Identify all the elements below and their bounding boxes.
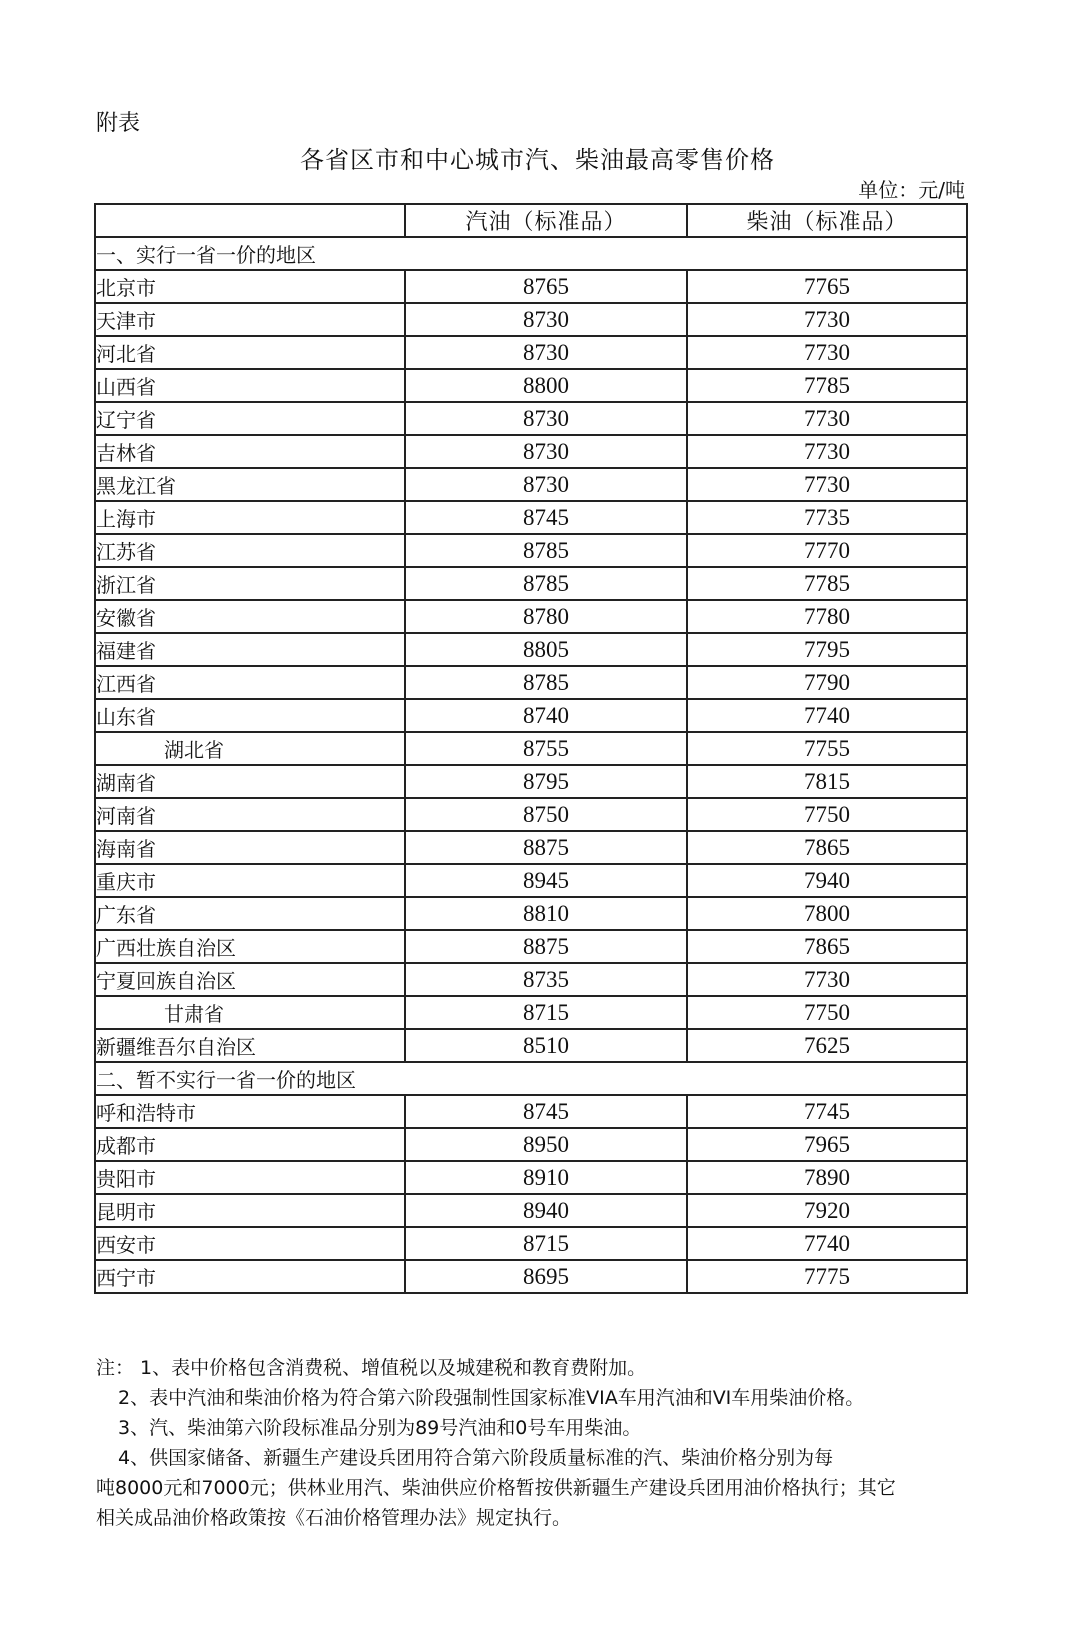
appendix-label: 附表: [96, 111, 141, 136]
gasoline-price-cell: 8945: [405, 864, 687, 897]
table-row: [95, 501, 967, 534]
table-row: [95, 1194, 967, 1227]
section-row: [95, 237, 967, 270]
region-name-cell: 西安市: [95, 1227, 405, 1260]
table-row: [95, 864, 967, 897]
diesel-price-cell: 7780: [687, 600, 967, 633]
gasoline-price-cell: 8910: [405, 1161, 687, 1194]
diesel-price-cell: 7625: [687, 1029, 967, 1062]
table-row: [95, 1161, 967, 1194]
diesel-price-cell: 7770: [687, 534, 967, 567]
table-row: [95, 963, 967, 996]
region-name-cell: 山东省: [95, 699, 405, 732]
table-row: [95, 699, 967, 732]
page-title: 各省区市和中心城市汽、柴油最高零售价格: [300, 146, 775, 174]
region-name-cell: 宁夏回族自治区: [95, 963, 405, 996]
table-row: [95, 303, 967, 336]
region-name-cell: 呼和浩特市: [95, 1095, 405, 1128]
diesel-price-cell: 7785: [687, 567, 967, 600]
table-row: [95, 336, 967, 369]
note-line: 4、供国家储备、新疆生产建设兵团用符合第六阶段质量标准的汽、柴油价格分别为每: [118, 1447, 834, 1469]
region-name-cell: 山西省: [95, 369, 405, 402]
region-name-cell: 海南省: [95, 831, 405, 864]
gasoline-price-cell: 8740: [405, 699, 687, 732]
table-row: [95, 468, 967, 501]
gasoline-price-cell: 8730: [405, 303, 687, 336]
gasoline-price-cell: 8805: [405, 633, 687, 666]
region-name-cell: 重庆市: [95, 864, 405, 897]
region-name-cell: 湖北省: [95, 732, 405, 765]
gasoline-price-cell: 8780: [405, 600, 687, 633]
table-row: [95, 270, 967, 303]
diesel-price-cell: 7740: [687, 1227, 967, 1260]
gasoline-price-cell: 8950: [405, 1128, 687, 1161]
gasoline-price-cell: 8765: [405, 270, 687, 303]
region-name-cell: 北京市: [95, 270, 405, 303]
table-row: [95, 1095, 967, 1128]
table-row: [95, 402, 967, 435]
diesel-price-cell: 7730: [687, 336, 967, 369]
region-name-cell: 甘肃省: [95, 996, 405, 1029]
diesel-price-cell: 7890: [687, 1161, 967, 1194]
diesel-price-cell: 7765: [687, 270, 967, 303]
diesel-price-cell: 7775: [687, 1260, 967, 1293]
note-line: 相关成品油价格政策按《石油价格管理办法》规定执行。: [96, 1507, 572, 1529]
diesel-price-cell: 7940: [687, 864, 967, 897]
table-row: [95, 633, 967, 666]
gasoline-price-cell: 8715: [405, 1227, 687, 1260]
table-row: [95, 567, 967, 600]
table-row: [95, 1029, 967, 1062]
gasoline-price-cell: 8715: [405, 996, 687, 1029]
region-name-cell: 湖南省: [95, 765, 405, 798]
table-row: [95, 798, 967, 831]
diesel-price-cell: 7865: [687, 831, 967, 864]
gasoline-price-cell: 8795: [405, 765, 687, 798]
region-name-cell: 吉林省: [95, 435, 405, 468]
note-line: 注： 1、表中价格包含消费税、增值税以及城建税和教育费附加。: [96, 1357, 647, 1379]
header-gasoline: 汽油（标准品）: [405, 204, 687, 237]
region-name-cell: 贵阳市: [95, 1161, 405, 1194]
region-name-cell: 福建省: [95, 633, 405, 666]
region-name-cell: 河南省: [95, 798, 405, 831]
gasoline-price-cell: 8755: [405, 732, 687, 765]
region-name-cell: 天津市: [95, 303, 405, 336]
diesel-price-cell: 7920: [687, 1194, 967, 1227]
region-name-cell: 昆明市: [95, 1194, 405, 1227]
gasoline-price-cell: 8730: [405, 435, 687, 468]
diesel-price-cell: 7750: [687, 996, 967, 1029]
gasoline-price-cell: 8730: [405, 402, 687, 435]
table-row: [95, 369, 967, 402]
table-row: [95, 897, 967, 930]
section-heading: 二、暂不实行一省一价的地区: [95, 1062, 967, 1095]
region-name-cell: 浙江省: [95, 567, 405, 600]
region-name-cell: 江苏省: [95, 534, 405, 567]
region-name-cell: 江西省: [95, 666, 405, 699]
gasoline-price-cell: 8745: [405, 501, 687, 534]
table-row: [95, 600, 967, 633]
table-row: [95, 996, 967, 1029]
diesel-price-cell: 7735: [687, 501, 967, 534]
header-region: [95, 204, 405, 237]
gasoline-price-cell: 8940: [405, 1194, 687, 1227]
diesel-price-cell: 7730: [687, 303, 967, 336]
table-row: [95, 831, 967, 864]
region-name-cell: 辽宁省: [95, 402, 405, 435]
region-name-cell: 河北省: [95, 336, 405, 369]
table-header-row: [95, 204, 967, 237]
region-name-cell: 安徽省: [95, 600, 405, 633]
price-table: [94, 203, 968, 1294]
diesel-price-cell: 7865: [687, 930, 967, 963]
diesel-price-cell: 7740: [687, 699, 967, 732]
diesel-price-cell: 7965: [687, 1128, 967, 1161]
table-row: [95, 666, 967, 699]
region-name-cell: 西宁市: [95, 1260, 405, 1293]
table-row: [95, 1227, 967, 1260]
region-name-cell: 上海市: [95, 501, 405, 534]
notes: [96, 1353, 976, 1533]
diesel-price-cell: 7785: [687, 369, 967, 402]
table-row: [95, 930, 967, 963]
diesel-price-cell: 7750: [687, 798, 967, 831]
table-row: [95, 435, 967, 468]
gasoline-price-cell: 8800: [405, 369, 687, 402]
gasoline-price-cell: 8875: [405, 831, 687, 864]
diesel-price-cell: 7790: [687, 666, 967, 699]
table-row: [95, 1260, 967, 1293]
diesel-price-cell: 7745: [687, 1095, 967, 1128]
note-line: 2、表中汽油和柴油价格为符合第六阶段强制性国家标准VIA车用汽油和VI车用柴油价格。: [118, 1387, 865, 1409]
region-name-cell: 广东省: [95, 897, 405, 930]
table-row: [95, 1128, 967, 1161]
gasoline-price-cell: 8785: [405, 567, 687, 600]
region-name-cell: 新疆维吾尔自治区: [95, 1029, 405, 1062]
unit-label: 单位：元/吨: [858, 178, 965, 202]
table-row: [95, 765, 967, 798]
diesel-price-cell: 7730: [687, 435, 967, 468]
region-name-cell: 黑龙江省: [95, 468, 405, 501]
diesel-price-cell: 7730: [687, 468, 967, 501]
gasoline-price-cell: 8750: [405, 798, 687, 831]
table-row: [95, 534, 967, 567]
gasoline-price-cell: 8735: [405, 963, 687, 996]
note-line: 吨8000元和7000元；供林业用汽、柴油供应价格暂按供新疆生产建设兵团用油价格执行；其它: [96, 1477, 896, 1499]
region-name-cell: 广西壮族自治区: [95, 930, 405, 963]
diesel-price-cell: 7755: [687, 732, 967, 765]
diesel-price-cell: 7815: [687, 765, 967, 798]
gasoline-price-cell: 8810: [405, 897, 687, 930]
gasoline-price-cell: 8730: [405, 336, 687, 369]
region-name-cell: 成都市: [95, 1128, 405, 1161]
gasoline-price-cell: 8695: [405, 1260, 687, 1293]
diesel-price-cell: 7800: [687, 897, 967, 930]
section-heading: 一、实行一省一价的地区: [95, 237, 967, 270]
gasoline-price-cell: 8875: [405, 930, 687, 963]
diesel-price-cell: 7730: [687, 963, 967, 996]
diesel-price-cell: 7795: [687, 633, 967, 666]
gasoline-price-cell: 8730: [405, 468, 687, 501]
gasoline-price-cell: 8785: [405, 534, 687, 567]
note-line: 3、汽、柴油第六阶段标准品分别为89号汽油和0号车用柴油。: [118, 1417, 642, 1439]
header-diesel: 柴油（标准品）: [687, 204, 967, 237]
gasoline-price-cell: 8785: [405, 666, 687, 699]
gasoline-price-cell: 8510: [405, 1029, 687, 1062]
diesel-price-cell: 7730: [687, 402, 967, 435]
section-row: [95, 1062, 967, 1095]
table-body: [95, 237, 967, 1293]
gasoline-price-cell: 8745: [405, 1095, 687, 1128]
table-row: [95, 732, 967, 765]
